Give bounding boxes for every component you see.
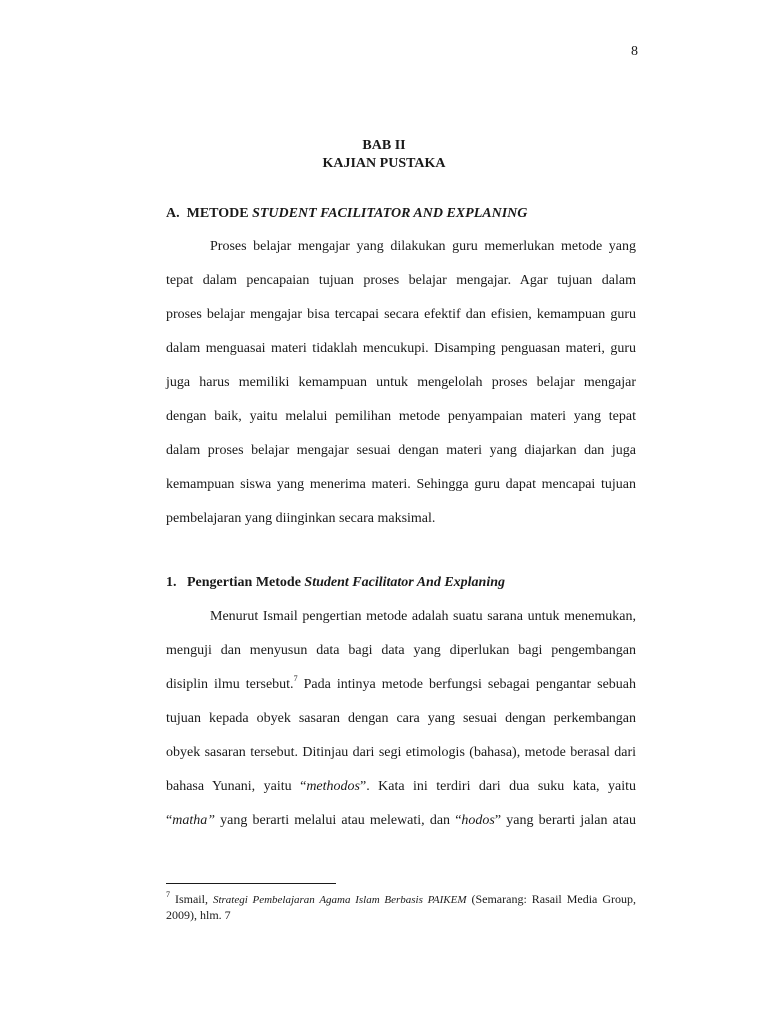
para1-line-8: kemampuan siswa yang menerima materi. Sehingga guru dapat mencapai tujuan	[166, 477, 636, 492]
para1-line-7: dalam proses belajar mengajar sesuai dengan materi yang diajarkan dan juga	[166, 443, 636, 458]
footnote-title: Strategi Pembelajaran Agama Islam Berbasis PAIKEM	[212, 894, 467, 906]
para2-line-5: obyek sasaran tersebut. Ditinjau dari segi etimologis (bahasa), metode berasal dari	[166, 745, 636, 760]
footnote-number: 7	[166, 890, 170, 899]
chapter-title: KAJIAN PUSTAKA	[322, 156, 446, 171]
footnote-7	[166, 892, 636, 923]
para2-line-1: Menurut Ismail pengertian metode adalah suatu sarana untuk menemukan,	[210, 609, 636, 624]
para2-line-7c: ” yang berarti jalan atau	[494, 813, 636, 828]
para2-line-7	[166, 813, 636, 829]
para2-line-6a: bahasa Yunani, yaitu “	[166, 779, 307, 794]
para2-line-6b: ”. Kata ini terdiri dari dua suku kata, yaitu	[359, 779, 636, 794]
para2-line-3b: Pada intinya metode berfungsi sebagai pengantar sebuah	[297, 677, 636, 692]
subsection-1-number: 1.	[166, 575, 177, 590]
subsection-1-italic: Student Facilitator And Explaning	[304, 575, 506, 590]
section-a-italic: STUDENT FACILITATOR AND EXPLANING	[252, 206, 528, 221]
term-hodos: hodos	[461, 813, 495, 828]
para2-line-4: tujuan kepada obyek sasaran dengan cara yang sesuai dengan perkembangan	[166, 711, 636, 726]
footnote-rest: (Semarang: Rasail Media Group,	[466, 892, 636, 906]
term-methodos: methodos	[306, 779, 360, 794]
para1-line-2: tepat dalam pencapaian tujuan proses belajar mengajar. Agar tujuan dalam	[166, 273, 636, 288]
footnote-separator	[166, 883, 336, 884]
para1-line-3: proses belajar mengajar bisa tercapai secara efektif dan efisien, kemampuan guru	[166, 307, 636, 322]
para2-line-7b: yang berarti melalui atau melewati, dan “	[215, 813, 462, 828]
chapter-label: BAB II	[362, 138, 406, 153]
para2-line-3	[166, 674, 636, 693]
term-matha: matha”	[172, 813, 216, 828]
subsection-1-heading	[166, 575, 505, 591]
page-number: 8	[631, 44, 638, 59]
para2-line-6	[166, 779, 636, 795]
footnote-author: Ismail,	[170, 892, 213, 906]
section-a-heading	[166, 206, 527, 222]
section-a-prefix: A. METODE	[166, 206, 253, 221]
para2-line-7a: “	[166, 813, 173, 828]
subsection-1-prefix: Pengertian Metode	[187, 575, 305, 590]
para1-line-9: pembelajaran yang diinginkan secara maksimal.	[166, 511, 436, 526]
para1-line-6: dengan baik, yaitu melalui pemilihan metode penyampaian materi yang tepat	[166, 409, 636, 424]
para1-line-4: dalam menguasai materi tidaklah mencukupi. Disamping penguasan materi, guru	[166, 341, 636, 356]
footnote-line-2: 2009), hlm. 7	[166, 908, 231, 922]
footnote-ref-7[interactable]: 7	[293, 674, 298, 684]
para1-line-1: Proses belajar mengajar yang dilakukan guru memerlukan metode yang	[210, 239, 636, 254]
para2-line-2: menguji dan menyusun data bagi data yang diperlukan bagi pengembangan	[166, 643, 636, 658]
para2-line-3a: disiplin ilmu tersebut.	[166, 677, 294, 692]
para1-line-5: juga harus memiliki kemampuan untuk mengelolah proses belajar mengajar	[166, 375, 636, 390]
